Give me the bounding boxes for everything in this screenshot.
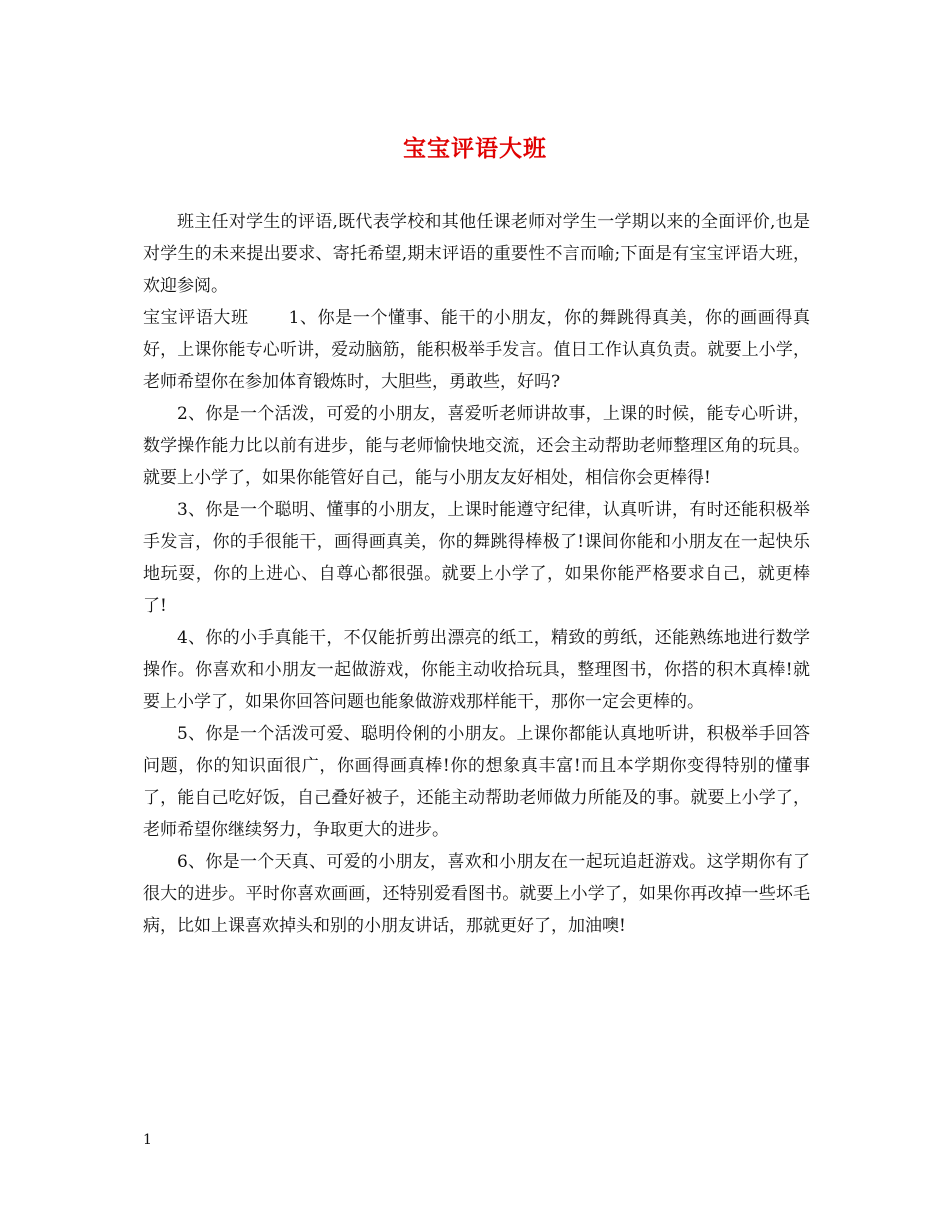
paragraph-item-3: 3、你是一个聪明、懂事的小朋友，上课时能遵守纪律，认真听讲，有时还能积极举手发言，你的手很能干，画得画真美，你的舞跳得棒极了!课间你能和小朋友在一起快乐地玩耍，你的上进心、自尊心都很强。就要上小学了，如果你能严格要求自己，就更棒了! [143,500,810,616]
paragraph-item-5: 5、你是一个活泼可爱、聪明伶俐的小朋友。上课你都能认真地听讲，积极举手回答问题，你的知识面很广，你画得画真棒!你的想象真丰富!而且本学期你变得特别的懂事了，能自己吃好饭，自己叠好被子，还能主动帮助老师做力所能及的事。就要上小学了，老师希望你继续努力，争取更大的进步。 [143,724,810,840]
item-text-1: 1、你是一个懂事、能干的小朋友，你的舞跳得真美，你的画画得真好，上课你能专心听讲，爱动脑筋，能积极举手发言。值日工作认真负责。就要上小学，老师希望你在参加体育锻炼时，大胆些，勇敢些，好吗? [143,308,810,392]
intro-paragraph: 班主任对学生的评语,既代表学校和其他任课老师对学生一学期以来的全面评价,也是对学生的未来提出要求、寄托希望,期末评语的重要性不言而喻;下面是有宝宝评语大班，欢迎参阅。 [143,212,810,296]
section-label: 宝宝评语大班 [143,308,249,328]
page-title: 宝宝评语大班 [403,135,547,162]
page-number: 1 [143,1132,152,1148]
paragraph-item-1 [143,302,810,398]
document-body [143,206,810,942]
paragraph-item-4: 4、你的小手真能干，不仅能折剪出漂亮的纸工，精致的剪纸，还能熟练地进行数学操作。你喜欢和小朋友一起做游戏，你能主动收拾玩具，整理图书，你搭的积木真棒!就要上小学了，如果你回答问题也能象做游戏那样能干，那你一定会更棒的。 [143,628,810,712]
paragraph-item-6: 6、你是一个天真、可爱的小朋友，喜欢和小朋友在一起玩追赶游戏。这学期你有了很大的进步。平时你喜欢画画，还特别爱看图书。就要上小学了，如果你再改掉一些坏毛病，比如上课喜欢掉头和别的小朋友讲话，那就更好了，加油噢! [143,852,810,936]
paragraph-item-2: 2、你是一个活泼，可爱的小朋友，喜爱听老师讲故事，上课的时候，能专心听讲，数学操作能力比以前有进步，能与老师愉快地交流，还会主动帮助老师整理区角的玩具。就要上小学了，如果你能管好自己，能与小朋友友好相处，相信你会更棒得! [143,404,810,488]
